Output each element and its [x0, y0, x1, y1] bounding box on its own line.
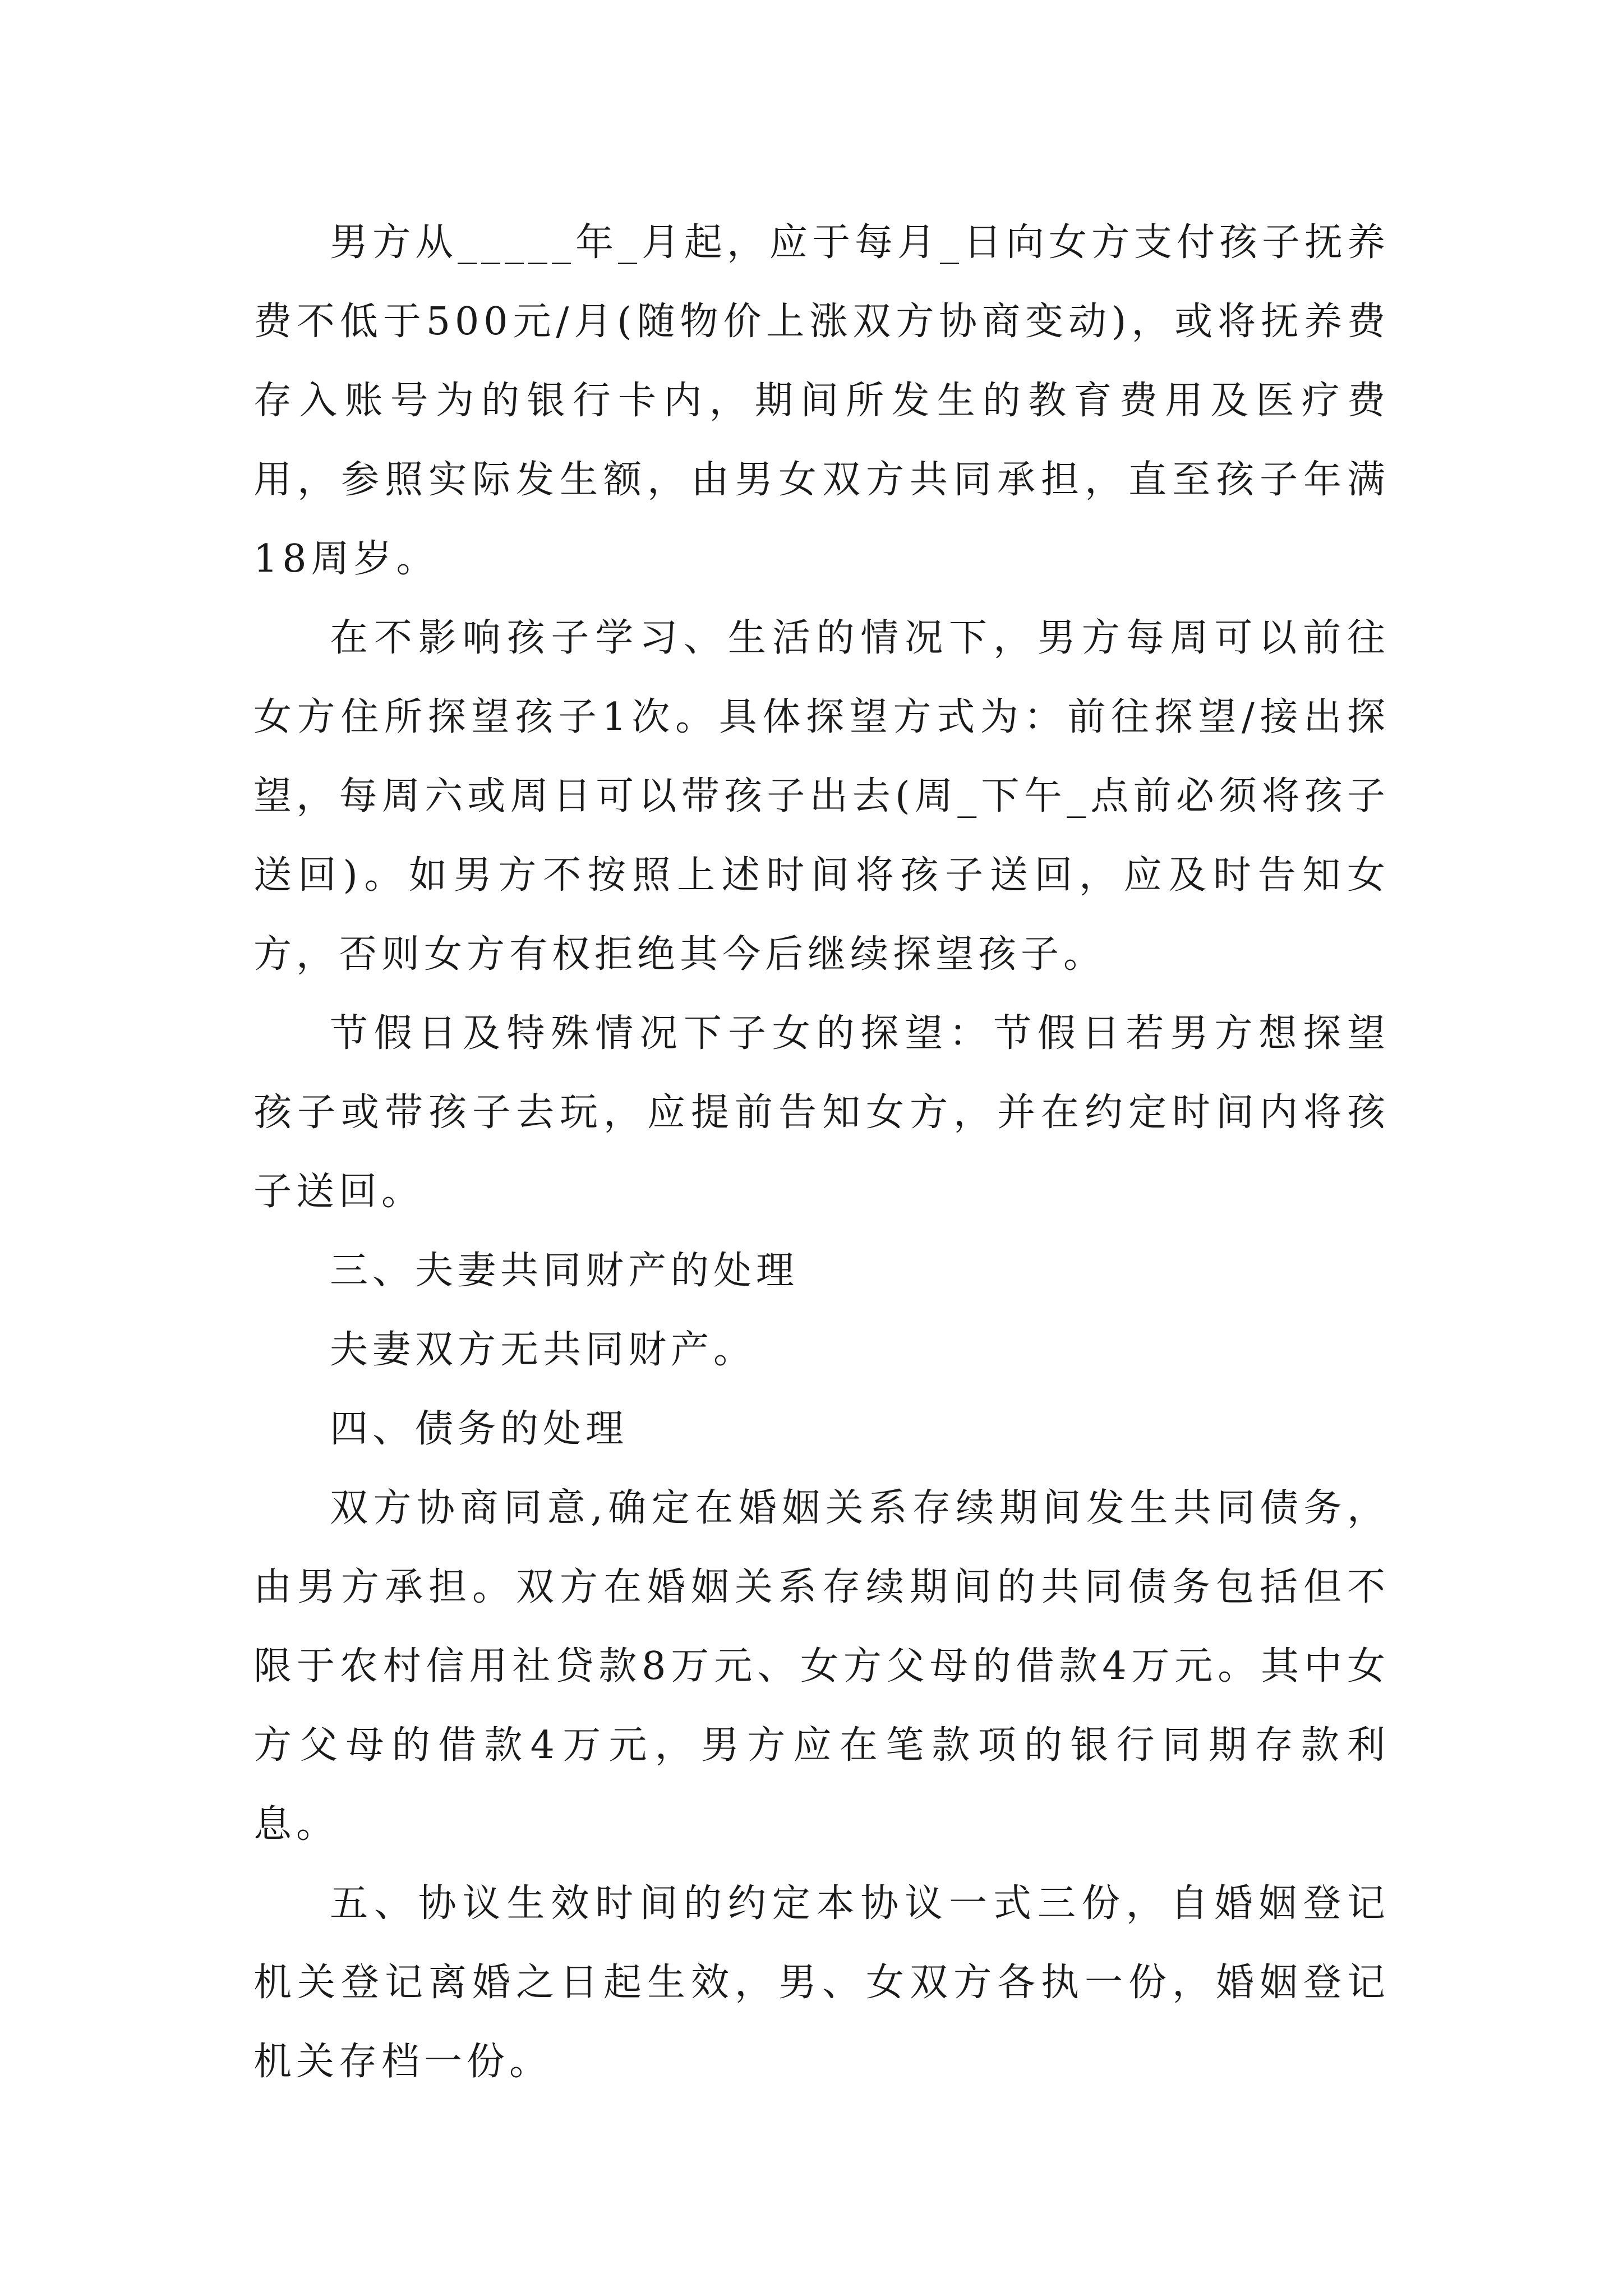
paragraph-child-support: 男方从_____年_月起，应于每月_日向女方支付孩子抚养费不低于500元/月(随物价上涨双方协商变动)，或将抚养费存入账号为的银行卡内，期间所发生的教育费用及医疗费用，参照实际发生额，由男女双方共同承担，直至孩子年满18周岁。 [253, 220, 1390, 581]
paragraph-visitation: 在不影响孩子学习、生活的情况下，男方每周可以前往女方住所探望孩子1次。具体探望方式为：前往探望/接出探望，每周六或周日可以带孩子出去(周_下午_点前必须将孩子送回)。如男方不按照上述时间将孩子送回，应及时告知女方，否则女方有权拒绝其今后继续探望孩子。 [253, 616, 1390, 977]
section-heading-property: 三、夫妻共同财产的处理 [330, 1249, 799, 1293]
paragraph-effective-date: 五、协议生效时间的约定本协议一式三份，自婚姻登记机关登记离婚之日起生效，男、女双方各执一份，婚姻登记机关存档一份。 [253, 1881, 1390, 2084]
section-heading-debt: 四、债务的处理 [330, 1407, 629, 1451]
paragraph-property: 夫妻双方无共同财产。 [330, 1328, 757, 1372]
paragraph-holiday-visitation: 节假日及特殊情况下子女的探望：节假日若男方想探望孩子或带孩子去玩，应提前告知女方，并在约定时间内将孩子送回。 [253, 1011, 1390, 1214]
paragraph-debt: 双方协商同意,确定在婚姻关系存续期间发生共同债务，由男方承担。双方在婚姻关系存续期间的共同债务包括但不限于农村信用社贷款8万元、女方父母的借款4万元。其中女方父母的借款4万元，男方应在笔款项的银行同期存款利息。 [253, 1486, 1390, 1847]
document-body [253, 203, 1390, 2101]
